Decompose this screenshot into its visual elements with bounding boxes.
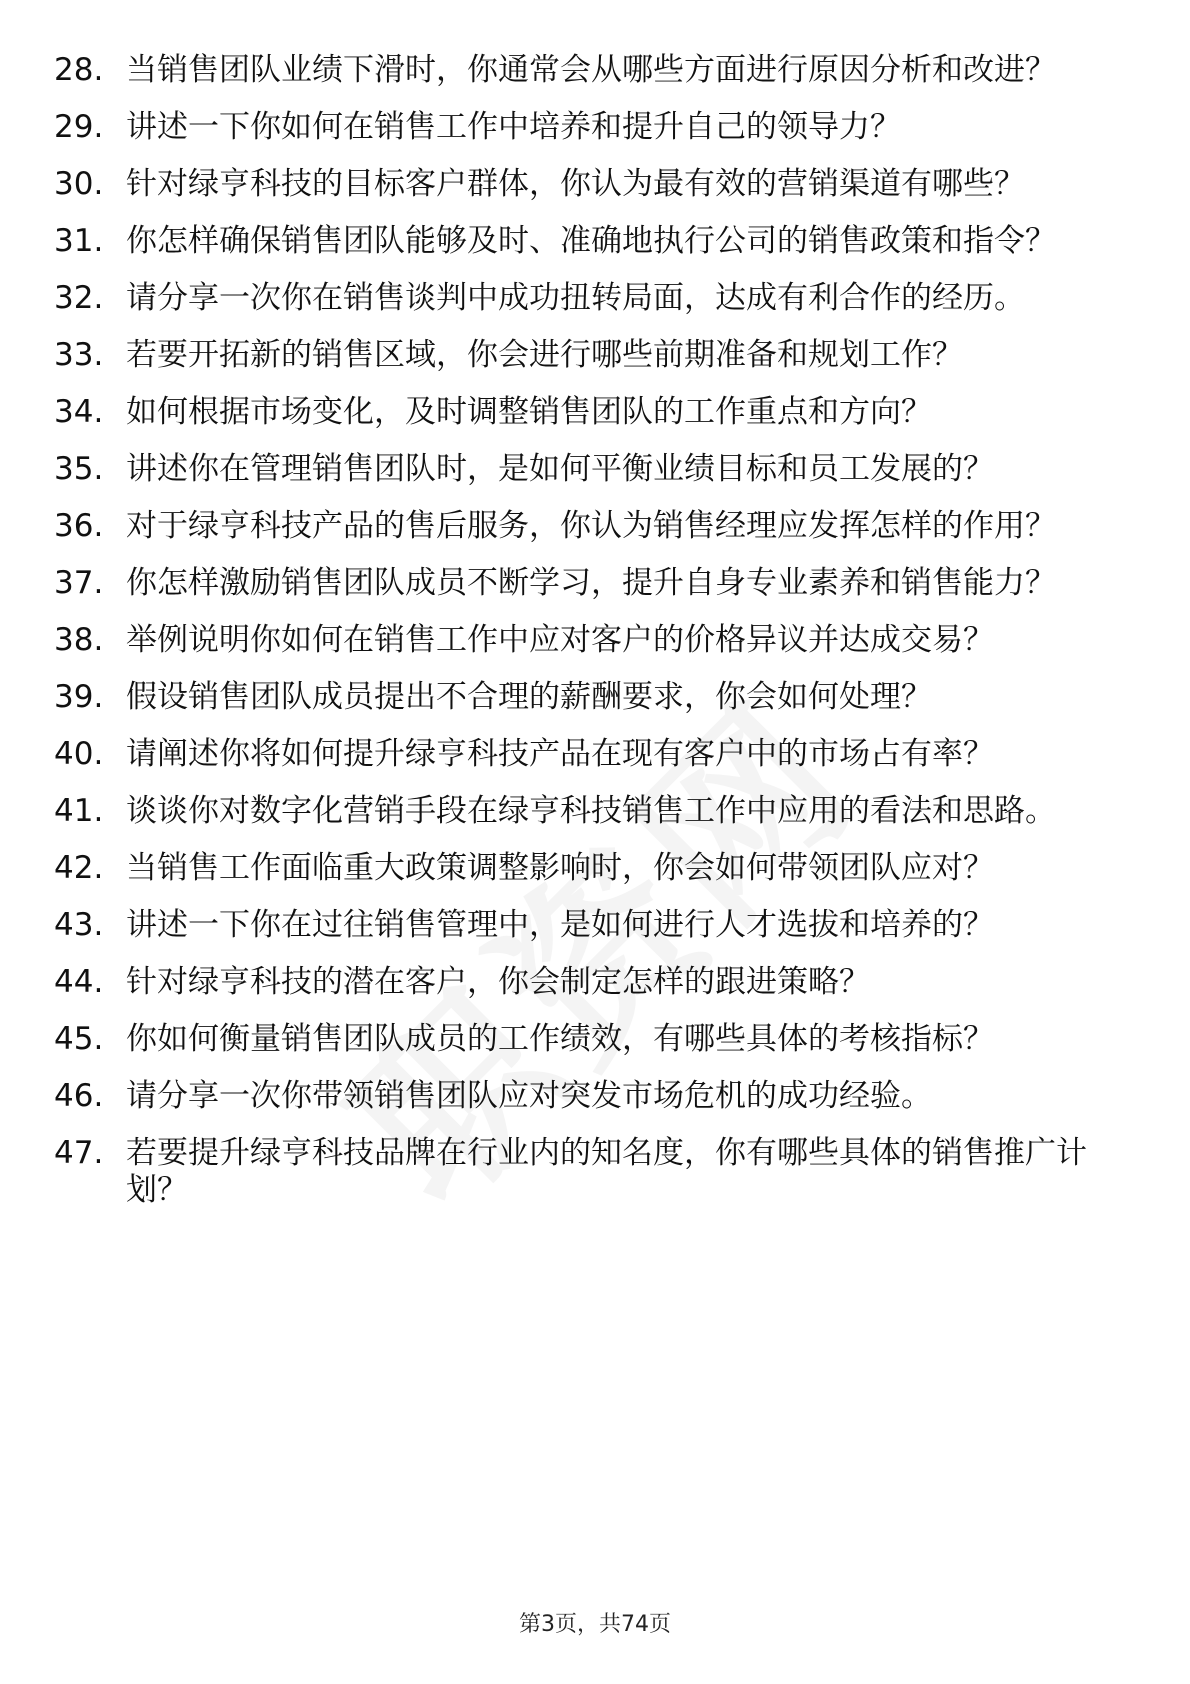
question-number: 39. xyxy=(54,679,104,715)
question-item xyxy=(0,1135,1190,1209)
question-number: 32. xyxy=(54,280,104,316)
question-item xyxy=(0,679,1190,716)
question-item xyxy=(0,451,1190,488)
question-list xyxy=(0,52,1190,1229)
question-item xyxy=(0,622,1190,659)
question-text: 讲述一下你如何在销售工作中培养和提升自己的领导力？ xyxy=(126,109,901,145)
question-item xyxy=(0,907,1190,944)
question-number: 44. xyxy=(54,964,104,1000)
question-number: 31. xyxy=(54,223,104,259)
question-item xyxy=(0,394,1190,431)
question-text: 你怎样确保销售团队能够及时、准确地执行公司的销售政策和指令？ xyxy=(126,223,1056,259)
question-number: 34. xyxy=(54,394,104,430)
question-item xyxy=(0,223,1190,260)
question-number: 43. xyxy=(54,907,104,943)
question-text: 针对绿亨科技的目标客户群体，你认为最有效的营销渠道有哪些？ xyxy=(126,166,1025,202)
question-item xyxy=(0,793,1190,830)
question-text: 讲述一下你在过往销售管理中，是如何进行人才选拔和培养的？ xyxy=(126,907,994,943)
question-item xyxy=(0,337,1190,374)
question-text: 当销售团队业绩下滑时，你通常会从哪些方面进行原因分析和改进？ xyxy=(126,52,1056,88)
question-number: 29. xyxy=(54,109,104,145)
page-footer: 第3页，共74页 xyxy=(519,1612,671,1637)
question-item xyxy=(0,565,1190,602)
question-number: 28. xyxy=(54,52,104,88)
question-item xyxy=(0,964,1190,1001)
question-text: 举例说明你如何在销售工作中应对客户的价格异议并达成交易？ xyxy=(126,622,994,658)
question-number: 33. xyxy=(54,337,104,373)
question-text: 谈谈你对数字化营销手段在绿亨科技销售工作中应用的看法和思路。 xyxy=(126,793,1056,829)
question-text: 若要提升绿亨科技品牌在行业内的知名度，你有哪些具体的销售推广计划？ xyxy=(126,1135,1087,1208)
question-number: 47. xyxy=(54,1135,104,1171)
question-item xyxy=(0,109,1190,146)
question-text: 你如何衡量销售团队成员的工作绩效，有哪些具体的考核指标？ xyxy=(126,1021,994,1057)
question-text: 讲述你在管理销售团队时，是如何平衡业绩目标和员工发展的？ xyxy=(126,451,994,487)
question-item xyxy=(0,52,1190,89)
question-text: 假设销售团队成员提出不合理的薪酬要求，你会如何处理？ xyxy=(126,679,932,715)
question-item xyxy=(0,736,1190,773)
question-number: 42. xyxy=(54,850,104,886)
question-number: 36. xyxy=(54,508,104,544)
question-item xyxy=(0,1078,1190,1115)
question-number: 45. xyxy=(54,1021,104,1057)
question-text: 请分享一次你带领销售团队应对突发市场危机的成功经验。 xyxy=(126,1078,932,1114)
question-number: 41. xyxy=(54,793,104,829)
question-item xyxy=(0,508,1190,545)
question-text: 请阐述你将如何提升绿亨科技产品在现有客户中的市场占有率？ xyxy=(126,736,994,772)
question-item xyxy=(0,280,1190,317)
question-text: 针对绿亨科技的潜在客户，你会制定怎样的跟进策略？ xyxy=(126,964,870,1000)
question-number: 38. xyxy=(54,622,104,658)
question-number: 35. xyxy=(54,451,104,487)
question-text: 对于绿亨科技产品的售后服务，你认为销售经理应发挥怎样的作用？ xyxy=(126,508,1056,544)
question-number: 40. xyxy=(54,736,104,772)
question-text: 请分享一次你在销售谈判中成功扭转局面，达成有利合作的经历。 xyxy=(126,280,1025,316)
question-text: 若要开拓新的销售区域，你会进行哪些前期准备和规划工作？ xyxy=(126,337,963,373)
question-text: 如何根据市场变化，及时调整销售团队的工作重点和方向？ xyxy=(126,394,932,430)
question-item xyxy=(0,850,1190,887)
question-text: 当销售工作面临重大政策调整影响时，你会如何带领团队应对？ xyxy=(126,850,994,886)
question-text: 你怎样激励销售团队成员不断学习，提升自身专业素养和销售能力？ xyxy=(126,565,1056,601)
question-item xyxy=(0,166,1190,203)
question-item xyxy=(0,1021,1190,1058)
question-number: 46. xyxy=(54,1078,104,1114)
question-number: 30. xyxy=(54,166,104,202)
question-number: 37. xyxy=(54,565,104,601)
